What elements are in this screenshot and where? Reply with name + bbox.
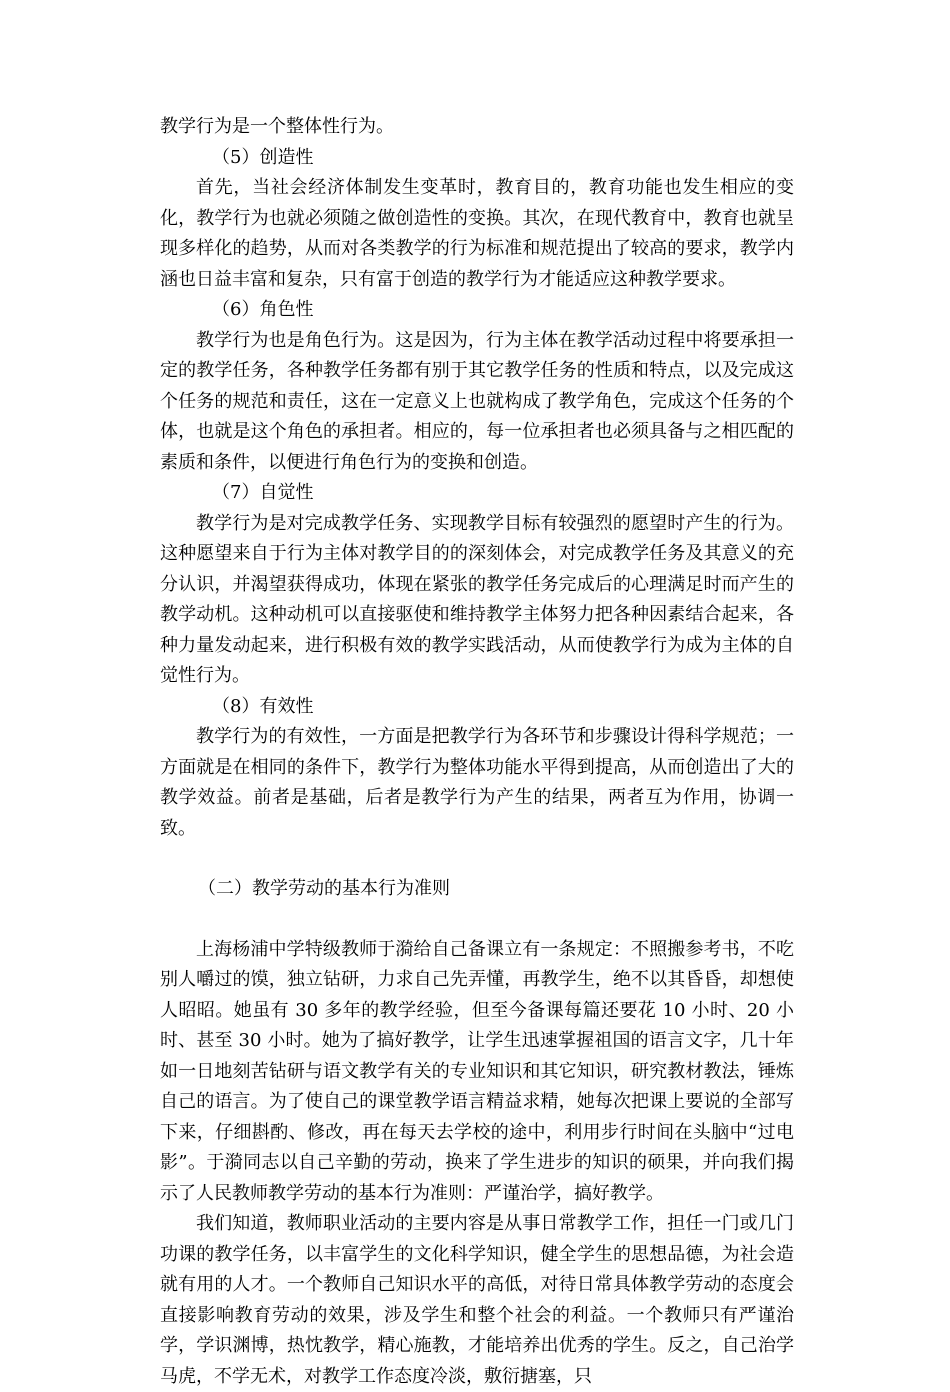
- section-heading: （二）教学劳动的基本行为准则: [198, 878, 450, 899]
- document-page: [160, 112, 794, 1392]
- paragraph-consciousness: 教学行为是对完成教学任务、实现教学目标有较强烈的愿望时产生的行为。这种愿望来自于行为主体对教学目的的深刻体会，对完成教学任务及其意义的充分认识，并渴望获得成功，体现在紧张的教学任务完成后的心理满足时而产生的教学动机。这种动机可以直接驱使和维持教学主体努力把各种因素结合起来，各种力量发动起来，进行积极有效的教学实践活动，从而使教学行为成为主体的自觉性行为。: [160, 512, 794, 686]
- paragraph-yu-yi: 上海杨浦中学特级教师于漪给自己备课立有一条规定：不照搬参考书，不吃别人嚼过的馍，独立钻研，力求自己先弄懂，再教学生，绝不以其昏昏，却想使人昭昭。她虽有 30 多年的教学经验，但至今备课每篇还要花 10 小时、20 小时、甚至 30 小时。她为了搞好教学，让学生迅速掌握祖国的语言文字，几十年如一日地刻苦钻研与语文教学有关的专业知识和其它知识，研究教材教法，锤炼自己的语言。为了使自己的课堂教学语言精益求精，她每次把课上要说的全部写下来，仔细斟酌、修改，再在每天去学校的途中，利用步行时间在头脑中“过电影”。于漪同志以自己辛勤的劳动，换来了学生进步的知识的硕果，并向我们揭示了人民教师教学劳动的基本行为准则：严谨治学，搞好教学。: [160, 938, 794, 1204]
- item-heading-effectiveness: （8）有效性: [212, 695, 314, 717]
- paragraph-teacher-duty: 我们知道，教师职业活动的主要内容是从事日常教学工作，担任一门或几门功课的教学任务，以丰富学生的文化科学知识，健全学生的思想品德，为社会造就有用的人才。一个教师自己知识水平的高低，对待日常具体教学劳动的态度会直接影响教育劳动的效果，涉及学生和整个社会的利益。一个教师只有严谨治学，学识渊博，热忱教学，精心施教，才能培养出优秀的学生。反之，自己治学马虎，不学无术，对教学工作态度冷淡，敷衍搪塞，只: [160, 1213, 794, 1387]
- item-heading-consciousness: （7）自觉性: [212, 482, 314, 503]
- paragraph-effectiveness: 教学行为的有效性，一方面是把教学行为各环节和步骤设计得科学规范；一方面就是在相同的条件下，教学行为整体功能水平得到提高，从而创造出了大的教学效益。前者是基础，后者是教学行为产生的结果，两者互为作用，协调一致。: [160, 726, 794, 839]
- item-heading-role: （6）角色性: [212, 299, 314, 320]
- paragraph-role: 教学行为也是角色行为。这是因为，行为主体在教学活动过程中将要承担一定的教学任务，各种教学任务都有别于其它教学任务的性质和特点，以及完成这个任务的规范和责任，这在一定意义上也就构成了教学角色，完成这个任务的个体，也就是这个角色的承担者。相应的，每一位承担者也必须具备与之相匹配的素质和条件，以便进行角色行为的变换和创造。: [160, 329, 794, 473]
- paragraph-creativity: 首先，当社会经济体制发生变革时，教育目的，教育功能也发生相应的变化，教学行为也就必须随之做创造性的变换。其次，在现代教育中，教育也就呈现多样化的趋势，从而对各类教学的行为标准和规范提出了较高的要求，教学内涵也日益丰富和复杂，只有富于创造的教学行为才能适应这种教学要求。: [160, 177, 794, 290]
- paragraph-continuation: 教学行为是一个整体性行为。: [160, 116, 394, 137]
- item-heading-creativity: （5）创造性: [212, 146, 314, 168]
